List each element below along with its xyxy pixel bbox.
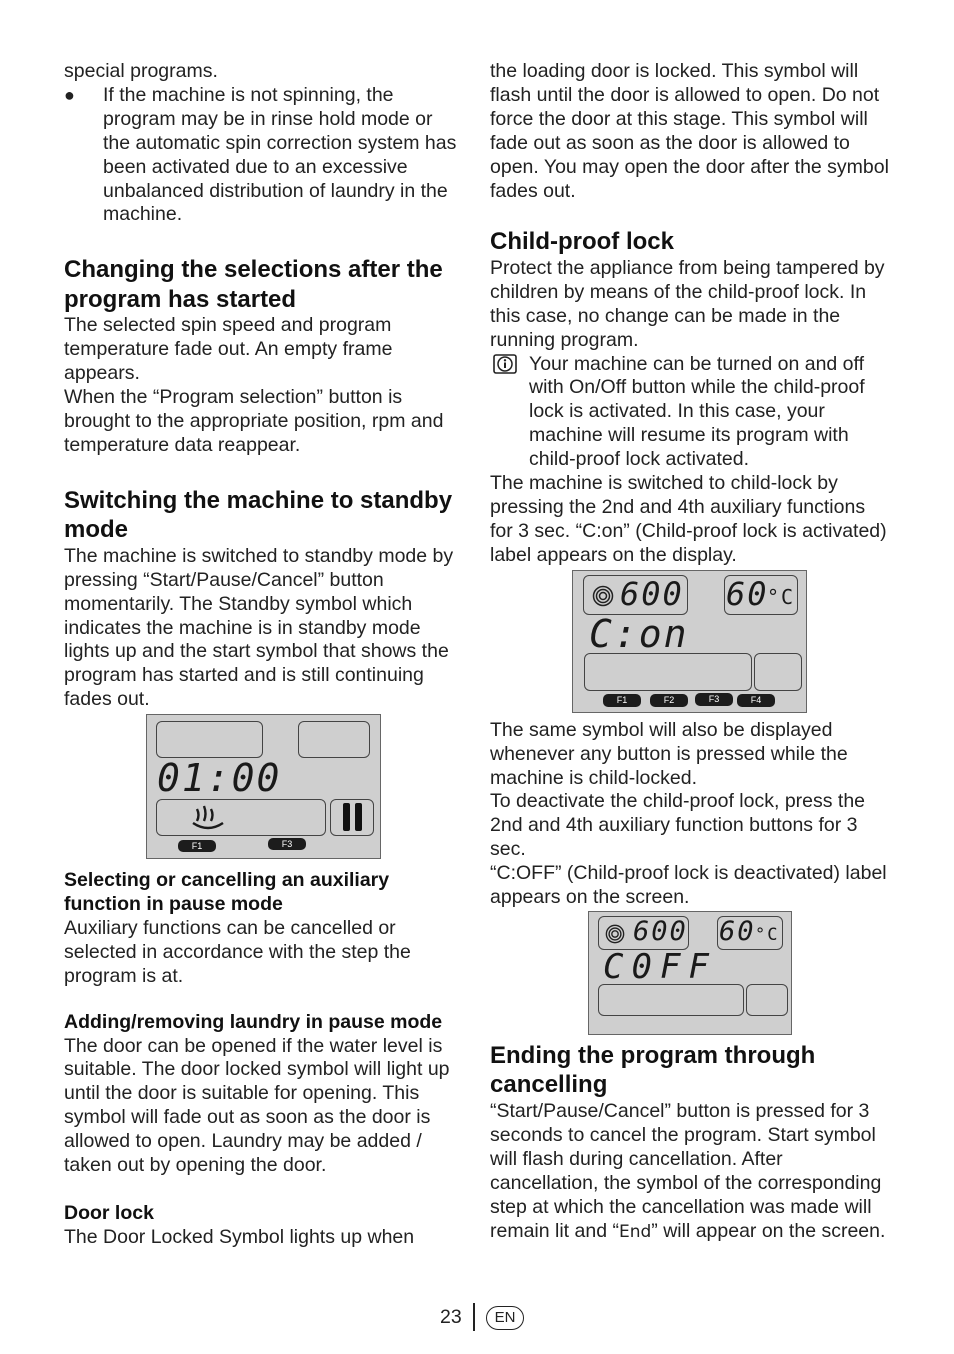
spin-icon [592, 585, 614, 614]
paragraph: The selected spin speed and program temperature fade out. An empty frame appears. [64, 314, 393, 385]
child-lock-label: C0FF [603, 946, 717, 987]
temperature-readout: 60 [719, 915, 756, 947]
f1-label: F1 [178, 840, 216, 852]
heading-child-proof-lock: Child-proof lock [490, 228, 674, 256]
paragraph: Protect the appliance from being tampered by children by means of the child-proof lock. In this case, no change can be made in the running program. [490, 256, 885, 351]
heading-adding-laundry: Adding/removing laundry in pause mode [64, 1010, 443, 1033]
f4-label: F4 [737, 694, 775, 707]
bullet-item [64, 84, 460, 227]
pause-icon [340, 801, 366, 840]
heading-standby: Switching the machine to standby mode [64, 486, 453, 544]
rpm-readout: 600 [633, 915, 688, 947]
paragraph: To deactivate the child-proof lock, press the 2nd and 4th auxiliary function buttons for 3 sec. [490, 790, 866, 861]
paragraph: The door can be opened if the water level is suitable. The door locked symbol will light up until the door is suitable for opening. This symbol will fade out as soon as the door is allowed to open. Laundry may be added / taken out by opening the door. [64, 1034, 450, 1177]
display-frame [584, 653, 752, 691]
right-column [490, 60, 892, 1244]
info-icon [493, 354, 515, 374]
paragraph: The same symbol will also be displayed whenever any button is pressed while the machine is child-locked. [490, 718, 848, 789]
display-frame [298, 721, 370, 758]
text-span: “Start/Pause/Cancel” button is pressed for 3 seconds to cancel the program. Start symbol will flash during cancellation. After cancellation, the symbol of the corresponding step at which the cancellation was made will remain lit and “ [490, 1099, 882, 1242]
paragraph: Auxiliary functions can be cancelled or selected in accordance with the step the program is at. [64, 916, 411, 987]
paragraph: the loading door is locked. This symbol will flash until the door is allowed to open. Do not force the door at this stage. This symbol will fade out as soon as the door is allowed to open. You may open the door after the symbol fades out. [490, 60, 889, 202]
heading-door-lock: Door lock [64, 1202, 154, 1224]
paragraph: The Door Locked Symbol lights up when [64, 1225, 415, 1248]
footer-divider [473, 1303, 475, 1331]
text-span: ” will appear on the screen. [651, 1219, 886, 1242]
end-code: End [618, 1221, 652, 1242]
display-frame [754, 653, 802, 691]
paragraph-ending [490, 1100, 892, 1244]
note-text: Your machine can be turned on and off with On/Off button while the child-proof lock is activated. In this case, your machine will resume its program with child-proof lock activated. [529, 352, 865, 471]
f2-label: F2 [650, 694, 688, 707]
display-frame [156, 721, 263, 758]
time-readout: 01:00 [157, 756, 282, 801]
paragraph: special programs. [64, 60, 218, 82]
bullet-icon: ● [64, 84, 75, 105]
standby-display [146, 714, 381, 859]
temperature-unit: °C [767, 584, 796, 609]
display-frame [746, 984, 788, 1016]
child-lock-off-display [588, 911, 792, 1035]
child-lock-on-display [572, 570, 807, 713]
display-frame [156, 799, 326, 836]
heading-ending-program: Ending the program through cancelling [490, 1041, 816, 1099]
temperature-readout: 60 [726, 574, 769, 613]
child-lock-label: C:on [589, 611, 689, 656]
page-number: 23 [440, 1306, 462, 1328]
f3-label: F3 [695, 693, 733, 706]
paragraph: “C:OFF” (Child-proof lock is deactivated) label appears on the screen. [490, 862, 887, 909]
language-badge: EN [486, 1306, 524, 1330]
heading-aux-functions: Selecting or cancelling an auxiliary function in pause mode [64, 869, 390, 916]
bullet-text: If the machine is not spinning, the program may be in rinse hold mode or the automatic spin correction system has been activated due to an excessive unbalanced distribution of laundry in the machine. [103, 83, 457, 226]
rpm-readout: 600 [620, 574, 684, 613]
paragraph: The machine is switched to standby mode by pressing “Start/Pause/Cancel” button momentarily. The Standby symbol which indicates the machine is in standby mode lights up and the start symbol that shows the program has started and is still continuing fades out. [64, 544, 454, 711]
f1-label: F1 [603, 694, 641, 707]
display-frame [598, 984, 744, 1016]
info-note [490, 353, 892, 473]
f3-label: F3 [268, 838, 306, 850]
left-column [64, 60, 460, 1250]
heading-changing-selections: Changing the selections after the program has started [64, 256, 443, 313]
paragraph: The machine is switched to child-lock by pressing the 2nd and 4th auxiliary functions for 3 sec. “C:on” (Child-proof lock is activated) label appears on the display. [490, 472, 887, 566]
paragraph: When the “Program selection” button is brought to the appropriate position, rpm and temperature data reappear. [64, 386, 444, 456]
steam-icon [191, 803, 225, 840]
temperature-unit: °C [755, 924, 780, 945]
